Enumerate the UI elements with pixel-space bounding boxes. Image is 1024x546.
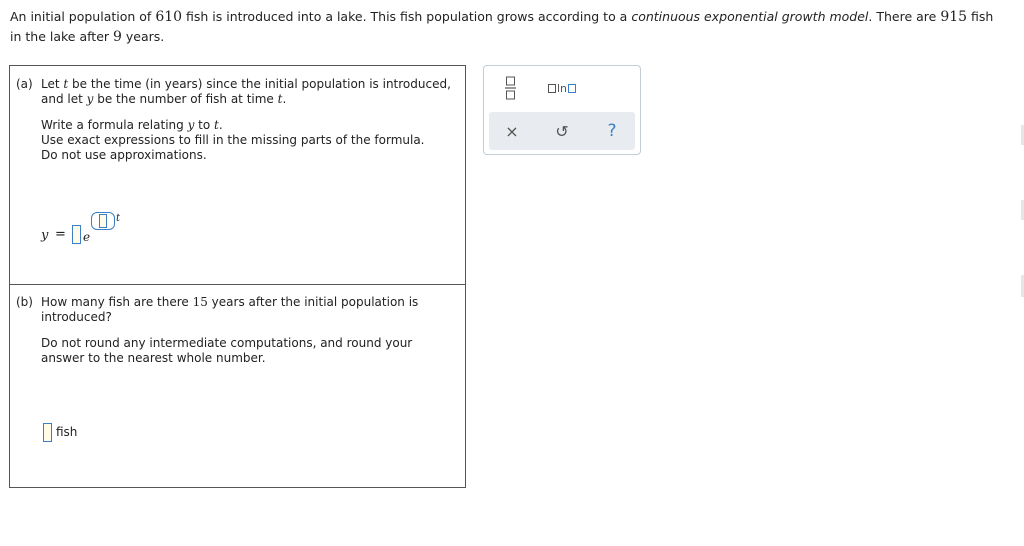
part-b-label: (b) — [16, 295, 33, 309]
coefficient-input[interactable] — [72, 225, 81, 244]
part-a-label: (a) — [16, 77, 33, 91]
math-toolbar — [483, 65, 641, 155]
ln-argument-box-icon — [568, 84, 576, 93]
part-b-line-4: answer to the nearest whole number. — [41, 351, 266, 365]
intro-text: . There are — [868, 9, 941, 24]
natural-log-button[interactable] — [542, 79, 582, 97]
intro-text: years. — [121, 29, 165, 44]
part-a-panel — [9, 65, 466, 285]
formula-equals: = — [55, 227, 66, 242]
intro-text: An initial population of — [10, 9, 156, 24]
initial-population: 610 — [155, 9, 183, 25]
part-a-line-3: Write a formula relating y to t. — [41, 118, 223, 132]
fraction-icon — [505, 75, 517, 101]
model-name: continuous exponential growth model — [631, 9, 869, 24]
formula-exponent-t: t — [116, 213, 121, 224]
part-a-line-1: Let t be the time (in years) since the initial population is introduced, — [41, 77, 451, 91]
fraction-button[interactable] — [501, 74, 521, 102]
part-b-line-3: Do not round any intermediate computations, and round your — [41, 336, 413, 350]
later-population: 915 — [940, 9, 968, 25]
problem-statement — [10, 7, 1000, 47]
undo-button[interactable]: ↺ — [555, 121, 569, 141]
part-a-line-2: and let y be the number of fish at time t. — [41, 92, 287, 106]
intro-text: fish in the lake after — [10, 9, 994, 44]
formula-y: y — [41, 228, 49, 243]
part-a-line-5: Do not use approximations. — [41, 148, 207, 162]
intro-text: fish is introduced into a lake. This fish population grows according to a — [182, 9, 632, 24]
ln-base-box-icon — [548, 84, 556, 93]
elapsed-years: 9 — [113, 29, 122, 45]
exponent-rate-input[interactable] — [99, 214, 107, 228]
fish-unit-label: fish — [56, 425, 78, 439]
part-b-line-2: introduced? — [41, 310, 112, 324]
part-b-panel — [9, 284, 466, 488]
part-b-line-1: How many fish are there 15 years after the initial population is — [41, 295, 419, 309]
help-button[interactable]: ? — [607, 121, 617, 141]
fish-count-input[interactable] — [43, 423, 52, 442]
part-a-line-4: Use exact expressions to fill in the missing parts of the formula. — [41, 133, 425, 147]
formula-editor — [41, 213, 161, 251]
clear-button[interactable]: × — [505, 121, 519, 141]
action-bar — [489, 112, 635, 150]
ln-label: ln — [556, 81, 568, 95]
exponent-group — [91, 212, 115, 230]
formula-e: e — [83, 230, 91, 244]
